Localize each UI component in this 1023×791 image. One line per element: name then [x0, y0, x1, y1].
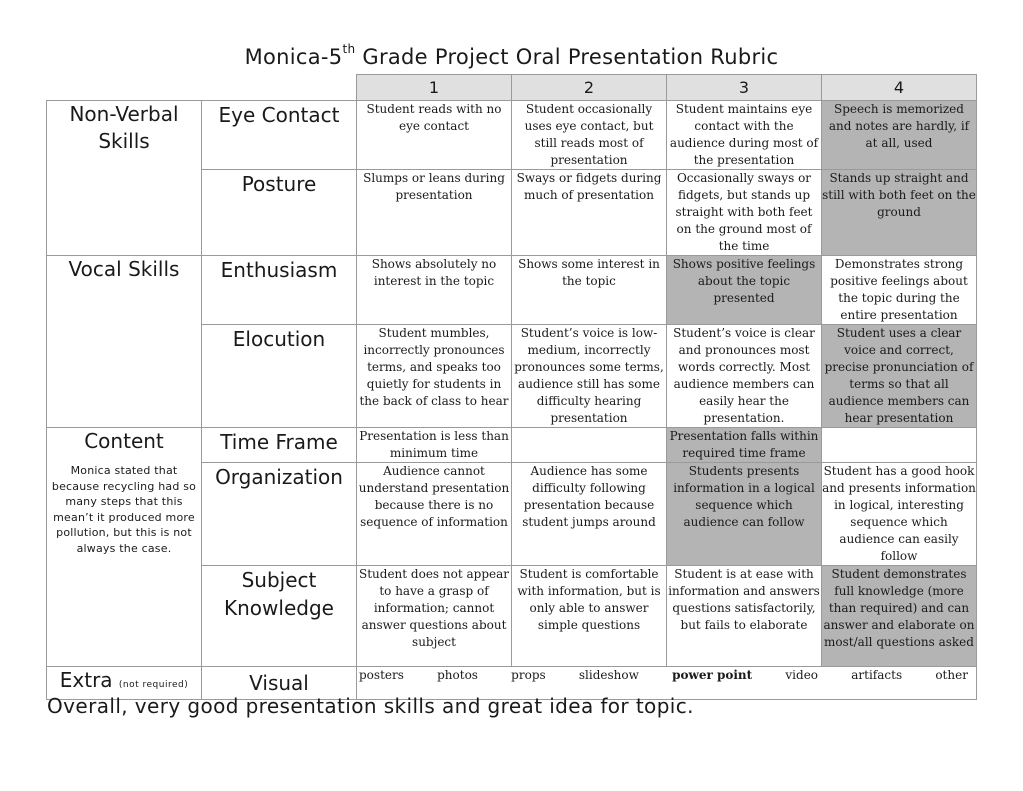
content-teacher-note: Monica stated that because recycling had so many steps that this mean’t it produced more pollution, but this is not always the case.	[51, 464, 197, 555]
rubric-cell: Student is comfortable with information, but is only able to answer simple questions	[512, 566, 667, 667]
header-blank-2	[202, 75, 357, 101]
rubric-cell	[512, 428, 667, 463]
rubric-cell-selected: Student demonstrates full knowledge (more than required) and can answer and elaborate on most/all questions asked	[822, 566, 977, 667]
rubric-cell: Student has a good hook and presents information in logical, interesting sequence which audience can easily follow	[822, 463, 977, 566]
rubric-cell: Slumps or leans during presentation	[357, 170, 512, 256]
rubric-cell-selected: Stands up straight and still with both feet on the ground	[822, 170, 977, 256]
criterion-organization: Organization	[202, 463, 357, 566]
criterion-elocution: Elocution	[202, 325, 357, 428]
table-row	[47, 256, 977, 325]
rubric-cell: Student’s voice is clear and pronounces most words correctly. Most audience members can easily hear the presentation.	[667, 325, 822, 428]
rubric-cell-selected: Students presents information in a logical sequence which audience can follow	[667, 463, 822, 566]
rubric-cell-selected: Shows positive feelings about the topic presented	[667, 256, 822, 325]
title-suffix: Grade Project Oral Presentation Rubric	[355, 45, 779, 69]
rubric-cell: Student’s voice is low-medium, incorrectly pronounces some terms, audience still has some difficulty hearing presentation	[512, 325, 667, 428]
overall-comment: Overall, very good presentation skills and great idea for topic.	[47, 694, 694, 718]
rubric-cell: Presentation is less than minimum time	[357, 428, 512, 463]
rubric-cell	[822, 428, 977, 463]
rubric-cell-selected: Student uses a clear voice and correct, precise pronunciation of terms so that all audience members can hear presentation	[822, 325, 977, 428]
visual-option-props: props	[511, 668, 546, 682]
rubric-cell: Audience has some difficulty following presentation because student jumps around	[512, 463, 667, 566]
score-header-3: 3	[667, 75, 822, 101]
rubric-cell: Student occasionally uses eye contact, but still reads most of presentation	[512, 101, 667, 170]
criterion-eye-contact: Eye Contact	[202, 101, 357, 170]
rubric-cell: Occasionally sways or fidgets, but stands up straight with both feet on the ground most of the time	[667, 170, 822, 256]
visual-option-posters: posters	[359, 668, 404, 682]
table-row	[47, 428, 977, 463]
criterion-subject-knowledge: Subject Knowledge	[202, 566, 357, 667]
rubric-cell: Student is at ease with information and answers questions satisfactorily, but fails to elaborate	[667, 566, 822, 667]
visual-option-other: other	[935, 668, 968, 682]
category-content	[47, 428, 202, 667]
rubric-cell: Student reads with no eye contact	[357, 101, 512, 170]
rubric-cell: Student does not appear to have a grasp of information; cannot answer questions about subject	[357, 566, 512, 667]
visual-option-slideshow: slideshow	[578, 668, 639, 682]
visual-option-artifacts: artifacts	[851, 668, 903, 682]
rubric-cell-selected: Presentation falls within required time frame	[667, 428, 822, 463]
rubric-cell: Sways or fidgets during much of presentation	[512, 170, 667, 256]
criterion-enthusiasm: Enthusiasm	[202, 256, 357, 325]
visual-option-video: video	[785, 668, 819, 682]
criterion-time-frame: Time Frame	[202, 428, 357, 463]
category-content-label: Content	[84, 429, 164, 453]
title-prefix: Monica-5	[244, 45, 343, 69]
category-extra-note: (not required)	[118, 680, 189, 690]
visual-option-power-point-selected: power point	[672, 668, 753, 682]
rubric-cell: Shows some interest in the topic	[512, 256, 667, 325]
rubric-cell: Student maintains eye contact with the audience during most of the presentation	[667, 101, 822, 170]
category-extra-label: Extra	[59, 668, 113, 692]
rubric-cell-selected: Speech is memorized and notes are hardly, if at all, used	[822, 101, 977, 170]
title-superscript: th	[342, 42, 356, 56]
score-header-4: 4	[822, 75, 977, 101]
category-nonverbal: Non-Verbal Skills	[47, 101, 202, 256]
rubric-cell: Audience cannot understand presentation because there is no sequence of information	[357, 463, 512, 566]
score-header-row	[47, 75, 977, 101]
rubric-cell: Student mumbles, incorrectly pronounces terms, and speaks too quietly for students in the back of class to hear	[357, 325, 512, 428]
visual-option-photos: photos	[437, 668, 478, 682]
rubric-cell: Demonstrates strong positive feelings about the topic during the entire presentation	[822, 256, 977, 325]
category-vocal: Vocal Skills	[47, 256, 202, 428]
table-row	[47, 101, 977, 170]
rubric-cell: Shows absolutely no interest in the topic	[357, 256, 512, 325]
score-header-2: 2	[512, 75, 667, 101]
page-title	[0, 42, 1023, 69]
criterion-visual: Visual	[202, 667, 357, 700]
criterion-posture: Posture	[202, 170, 357, 256]
score-header-1: 1	[357, 75, 512, 101]
rubric-table	[46, 74, 977, 700]
header-blank-1	[47, 75, 202, 101]
